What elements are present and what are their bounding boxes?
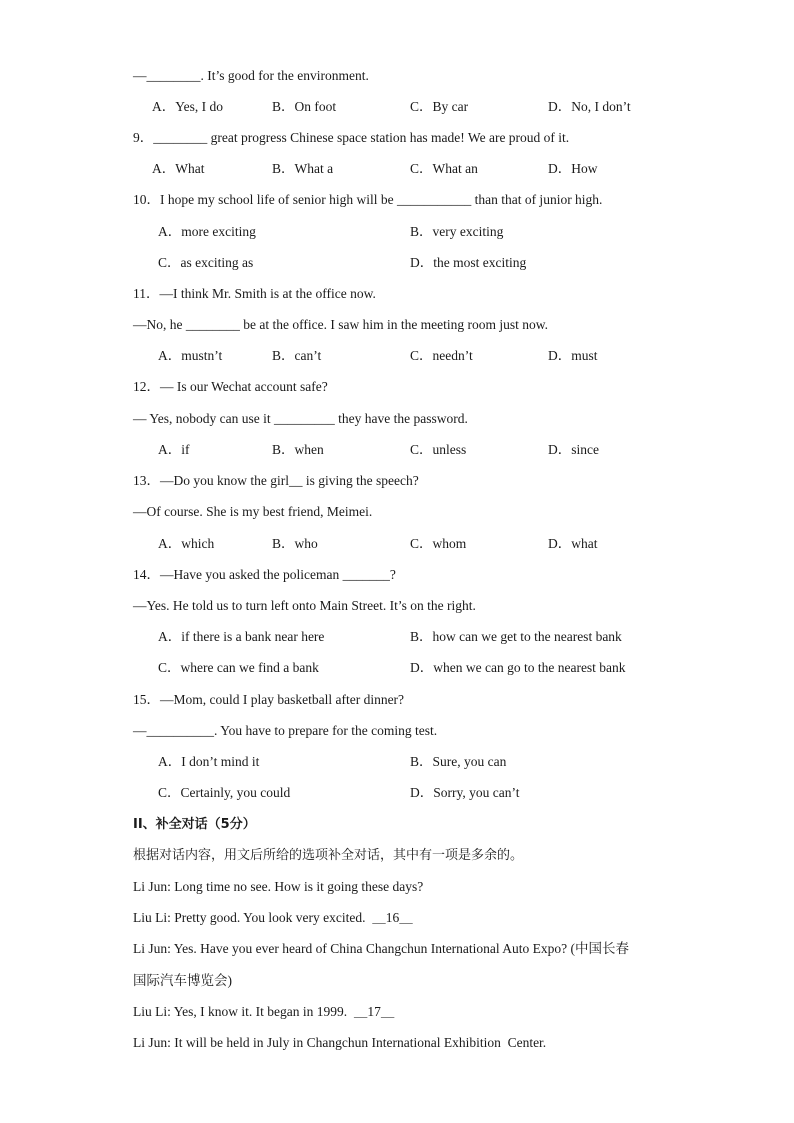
q15-stem: 15．—Mom, could I play basketball after dinner? xyxy=(133,692,405,707)
q9-stem: 9．________ great progress Chinese space station has made! We are proud of it. xyxy=(133,130,570,145)
q13-response: —Of course. She is my best friend, Meimei. xyxy=(133,504,373,519)
dialogue-line: 国际汽车博览会) xyxy=(133,973,232,988)
q15-option-b: B．Sure, you can xyxy=(410,754,507,769)
q12-response: — Yes, nobody can use it _________ they have the password. xyxy=(133,411,468,426)
q13-option-a: A．which xyxy=(158,536,215,551)
q12-option-b: B．when xyxy=(272,442,324,457)
q9-option-d: D．How xyxy=(548,161,598,176)
q8-option-d: D．No, I don’t xyxy=(548,99,631,114)
q15-option-d: D．Sorry, you can’t xyxy=(410,785,520,800)
q10-option-b: B．very exciting xyxy=(410,224,504,239)
q14-option-d: D．when we can go to the nearest bank xyxy=(410,660,626,675)
q13-option-b: B．who xyxy=(272,536,318,551)
q8-option-a: A．Yes, I do xyxy=(152,99,224,114)
q15-option-a: A．I don’t mind it xyxy=(158,754,260,769)
q15-option-c: C．Certainly, you could xyxy=(158,785,291,800)
q14-option-a: A．if there is a bank near here xyxy=(158,629,325,644)
q12-stem: 12．— Is our Wechat account safe? xyxy=(133,379,328,394)
q8-answer-line: —________. It’s good for the environment. xyxy=(133,68,369,83)
q11-option-d: D．must xyxy=(548,348,598,363)
section-instruction: 根据对话内容，用文后所给的选项补全对话，其中有一项是多余的。 xyxy=(133,848,524,863)
q14-stem: 14．—Have you asked the policeman _______? xyxy=(133,567,396,582)
q14-option-b: B．how can we get to the nearest bank xyxy=(410,629,622,644)
dialogue-line: Liu Li: Yes, I know it. It began in 1999. ＿17＿ xyxy=(133,1004,395,1019)
q12-option-d: D．since xyxy=(548,442,599,457)
q13-option-d: D．what xyxy=(548,536,598,551)
q15-response: —__________. You have to prepare for the coming test. xyxy=(133,723,438,738)
q9-option-c: C．What an xyxy=(410,161,478,176)
section-heading: II、补全对话（5分） xyxy=(133,817,256,832)
q12-option-c: C．unless xyxy=(410,442,467,457)
q9-option-a: A．What xyxy=(152,161,205,176)
dialogue-line: Li Jun: It will be held in July in Changchun International Exhibition Center. xyxy=(133,1035,547,1050)
q9-option-b: B．What a xyxy=(272,161,334,176)
dialogue-line: Li Jun: Long time no see. How is it going these days? xyxy=(133,879,424,894)
q8-option-c: C．By car xyxy=(410,99,469,114)
q10-option-c: C．as exciting as xyxy=(158,255,254,270)
dialogue-line: Li Jun: Yes. Have you ever heard of China Changchun International Auto Expo? (中国长春 xyxy=(133,941,630,956)
q11-option-a: A．mustn’t xyxy=(158,348,223,363)
q10-option-a: A．more exciting xyxy=(158,224,256,239)
q14-response: —Yes. He told us to turn left onto Main Street. It’s on the right. xyxy=(133,598,476,613)
q10-option-d: D．the most exciting xyxy=(410,255,527,270)
q13-stem: 13．—Do you know the girl__ is giving the speech? xyxy=(133,473,419,488)
q11-stem: 11．—I think Mr. Smith is at the office now. xyxy=(133,286,376,301)
q14-option-c: C．where can we find a bank xyxy=(158,660,319,675)
q13-option-c: C．whom xyxy=(410,536,467,551)
q11-option-b: B．can’t xyxy=(272,348,322,363)
q11-response: —No, he ________ be at the office. I saw him in the meeting room just now. xyxy=(133,317,549,332)
q8-option-b: B．On foot xyxy=(272,99,337,114)
q10-stem: 10．I hope my school life of senior high will be ___________ than that of junior high. xyxy=(133,192,603,207)
q12-option-a: A．if xyxy=(158,442,190,457)
dialogue-line: Liu Li: Pretty good. You look very excited. ＿16＿ xyxy=(133,910,413,925)
q11-option-c: C．needn’t xyxy=(410,348,473,363)
